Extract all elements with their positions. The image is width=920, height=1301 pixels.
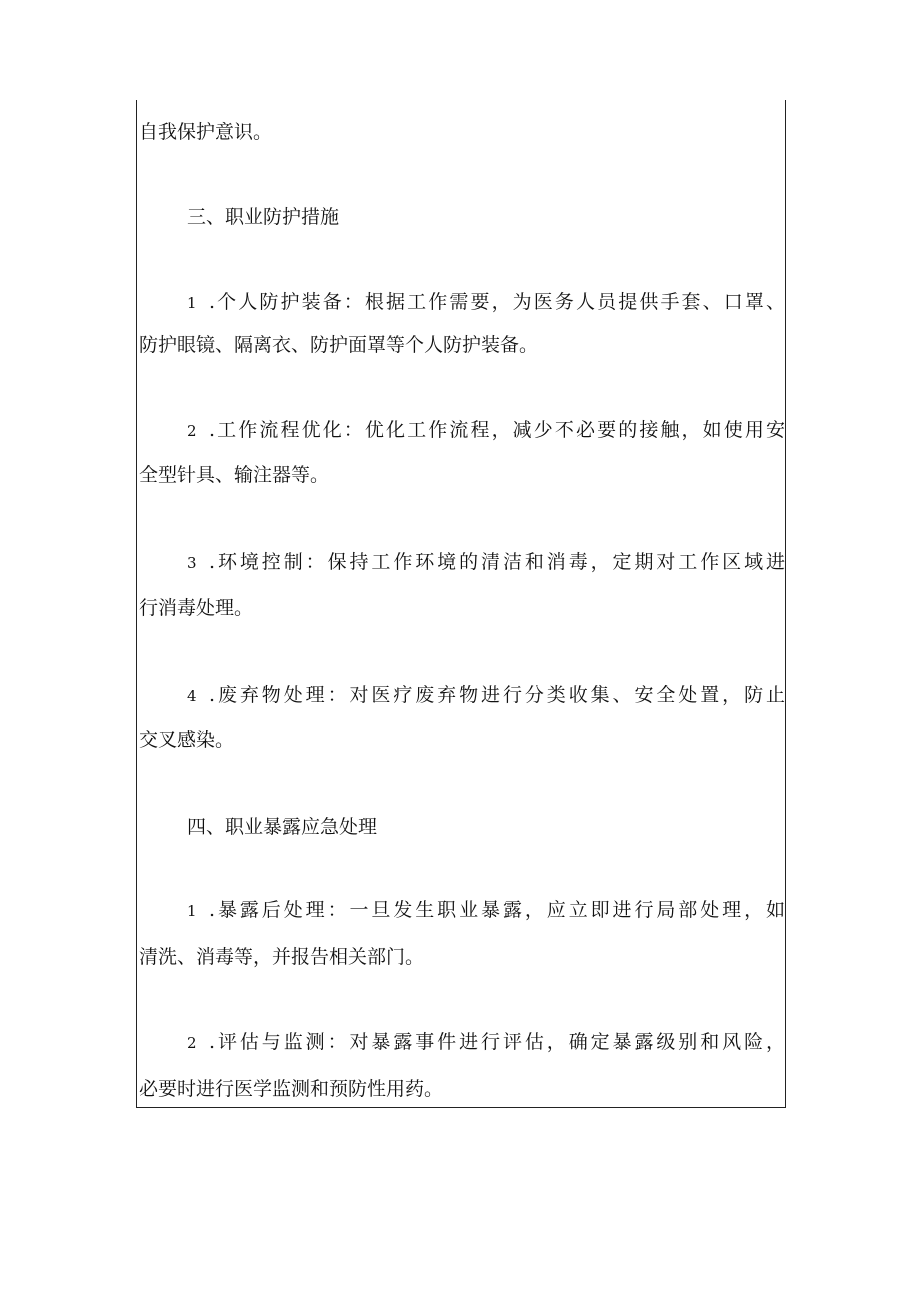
s3-item-1-line-2: 防护眼镜、隔离衣、防护面罩等个人防护装备。 [139, 334, 539, 356]
s3-item-2-line-1: 2 .工作流程优化：优化工作流程，减少不必要的接触，如使用安 [187, 419, 785, 441]
s3-item-1-line-1: 1 .个人防护装备：根据工作需要，为医务人员提供手套、口罩、 [187, 291, 785, 313]
s3-item-4-line-1: 4 .废弃物处理：对医疗废弃物进行分类收集、安全处置，防止 [187, 684, 785, 706]
s4-item-1-number: 1 [187, 902, 197, 920]
s3-item-4-number: 4 [187, 687, 197, 705]
section-4-heading: 四、职业暴露应急处理 [187, 816, 378, 838]
intro-tail-text: 自我保护意识。 [139, 121, 273, 143]
s3-item-3-number: 3 [187, 554, 197, 572]
s4-item-1-line-1: 1 .暴露后处理：一旦发生职业暴露，应立即进行局部处理，如 [187, 899, 785, 921]
s3-item-3-line-2: 行消毒处理。 [139, 597, 254, 619]
section-3-heading: 三、职业防护措施 [187, 206, 340, 228]
s3-item-3-line-1: 3 .环境控制：保持工作环境的清洁和消毒，定期对工作区域进 [187, 551, 785, 573]
s4-item-2-line-2: 必要时进行医学监测和预防性用药。 [139, 1078, 444, 1100]
s4-item-1-line-2: 清洗、消毒等，并报告相关部门。 [139, 946, 425, 968]
s4-item-2-line-1: 2 .评估与监测：对暴露事件进行评估，确定暴露级别和风险， [187, 1031, 785, 1053]
s3-item-2-line-2: 全型针具、输注器等。 [139, 464, 330, 486]
s3-item-2-number: 2 [187, 422, 197, 440]
s3-item-1-number: 1 [187, 294, 197, 312]
s4-item-2-number: 2 [187, 1034, 197, 1052]
s3-item-4-line-2: 交叉感染。 [139, 729, 235, 751]
